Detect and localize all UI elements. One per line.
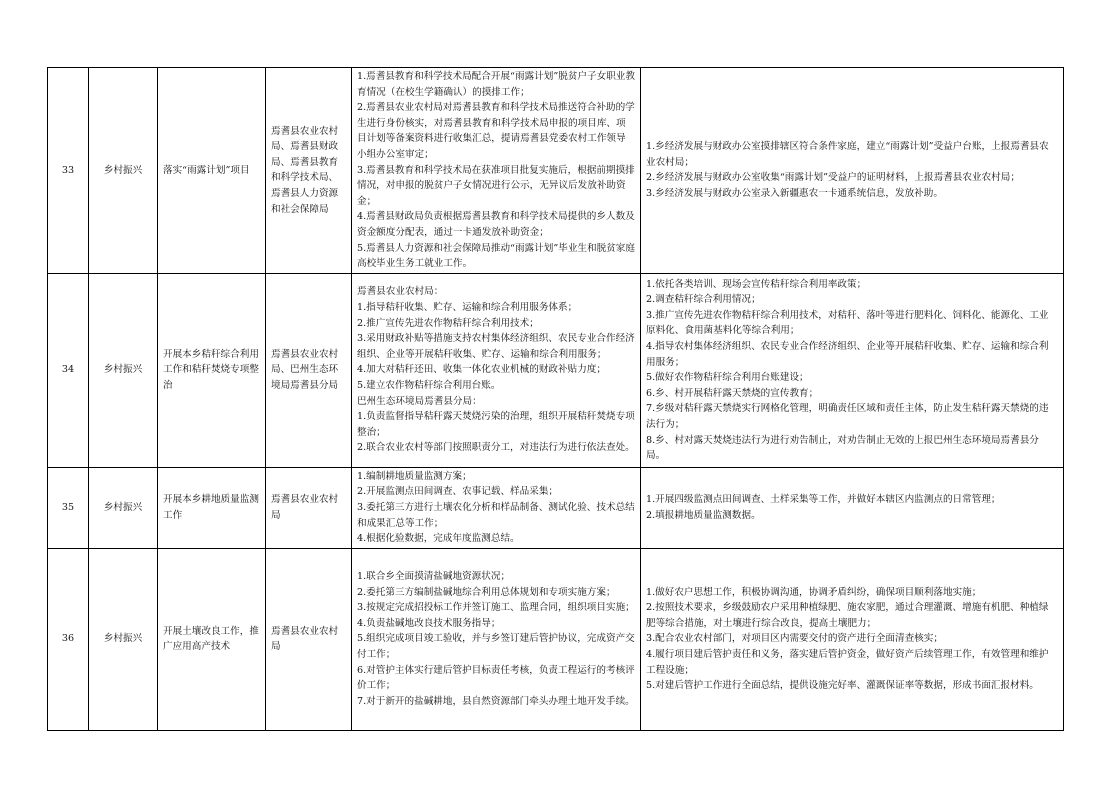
row-task: 开展本乡耕地质量监测工作 — [158, 467, 266, 548]
duty-item: 5.焉耆县人力资源和社会保障局推动“雨露计划”毕业生和脱贫家庭高校毕业生务工就业工作。 — [357, 242, 635, 270]
duty-item: 2.按照技术要求，乡级鼓励农户采用种植绿肥、施农家肥，通过合理灌溉、增施有机肥、种植绿肥等综合措施，对土壤进行综合改良，提高土壤肥力； — [646, 602, 1049, 629]
duty-item: 6.乡、村开展秸秆露天禁烧的宣传教育； — [646, 387, 819, 399]
duty-item: 4.负责盐碱地改良技术服务指导； — [357, 617, 501, 629]
duty-item: 5.对建后管护工作进行全面总结，提供设施完好率、灌溉保证率等数据，形成书面汇报材料。 — [646, 680, 1039, 692]
duty-item: 巴州生态环境局焉耆县分局： — [357, 395, 482, 407]
row-category: 乡村振兴 — [89, 273, 158, 467]
county-duties — [352, 273, 641, 467]
duty-item: 7.对于新开的盐碱耕地，县自然资源部门牵头办理土地开发手续。 — [357, 695, 635, 707]
row-department: 焉耆县农业农村局 — [266, 548, 352, 730]
row-task: 落实“雨露计划”项目 — [158, 68, 266, 274]
duty-item: 3.焉耆县教育和科学技术局在获准项目批复实施后，根据前期摸排情况，对申报的脱贫户子女情况进行公示，无异议后发放补助资金； — [357, 164, 635, 207]
duty-item: 2.焉耆县农业农村局对焉耆县教育和科学技术局推送符合补助的学生进行身份核实，对焉耆县教育和科学技术局申报的项目库、项目计划等备案资料进行收集汇总，提请焉耆县党委农村工作领导小组办公室审定； — [357, 102, 635, 160]
duty-item: 2.填报耕地质量监测数据。 — [646, 509, 761, 521]
county-duties — [352, 467, 641, 548]
table-row — [48, 68, 1064, 274]
duty-item: 3.推广宣传先进农作物秸秆综合利用技术，对秸秆、落叶等进行肥料化、饲料化、能源化、工业原料化、食用菌基料化等综合利用； — [646, 309, 1049, 337]
duty-item: 3.按规定完成招投标工作并签订施工、监理合同，组织项目实施； — [357, 602, 635, 614]
row-category: 乡村振兴 — [89, 548, 158, 730]
row-task: 开展土壤改良工作，推广应用高产技术 — [158, 548, 266, 730]
duty-item: 7.乡级对秸秆露天禁烧实行网格化管理，明确责任区域和责任主体，防止发生秸秆露天禁烧的违法行为； — [646, 403, 1049, 430]
row-number: 34 — [48, 273, 89, 467]
duty-item: 2.开展监测点田间调查、农事记载、样品采集； — [357, 486, 559, 498]
row-department: 焉耆县农业农村局 — [266, 467, 352, 548]
duty-item: 6.对管护主体实行建后管护目标责任考核，负责工程运行的考核评价工作； — [357, 664, 635, 692]
responsibility-table — [47, 67, 1064, 731]
duty-item: 1.编制耕地质量监测方案； — [357, 470, 472, 482]
duty-item: 2.调查秸秆综合利用情况； — [646, 294, 761, 306]
duty-item: 2.推广宣传先进农作物秸秆综合利用技术； — [357, 317, 539, 329]
duty-item: 3.配合农业农村部门，对项目区内需要交付的资产进行全面清查核实； — [646, 633, 943, 645]
duty-item: 3.乡经济发展与财政办公室录入新疆惠农一卡通系统信息，发放补助。 — [646, 187, 943, 199]
row-category: 乡村振兴 — [89, 467, 158, 548]
table-row — [48, 548, 1064, 730]
row-department: 焉耆县农业农村局、焉耆县财政局、焉耆县教育和科学技术局、焉耆县人力资源和社会保障局 — [266, 68, 352, 274]
duty-item: 1.做好农户思想工作，积极协调沟通，协调矛盾纠纷，确保项目顺利落地实施； — [646, 586, 982, 598]
township-duties — [641, 273, 1064, 467]
township-duties — [641, 68, 1064, 274]
duty-item: 3.委托第三方进行土壤农化分析和样品制备、测试化验、技术总结和成果汇总等工作； — [357, 501, 635, 529]
duty-item: 1.乡经济发展与财政办公室摸排辖区符合条件家庭，建立“雨露计划”受益户台账，上报焉耆县农业农村局； — [646, 141, 1049, 168]
row-category: 乡村振兴 — [89, 68, 158, 274]
duty-item: 4.加大对秸秆还田、收集一体化农业机械的财政补贴力度； — [357, 364, 606, 376]
duty-item: 4.指导农村集体经济组织、农民专业合作经济组织、企业等开展秸秆收集、贮存、运输和综合利用服务； — [646, 341, 1049, 368]
duty-item: 4.根据化验数据，完成年度监测总结。 — [357, 533, 520, 545]
duty-item: 5.做好农作物秸秆综合利用台账建设； — [646, 372, 809, 384]
county-duties — [352, 548, 641, 730]
row-task: 开展本乡秸秆综合利用工作和秸秆焚烧专项整治 — [158, 273, 266, 467]
township-duties — [641, 548, 1064, 730]
row-number: 35 — [48, 467, 89, 548]
duty-item: 2.乡经济发展与财政办公室收集“雨露计划”受益户的证明材料，上报焉耆县农业农村局； — [646, 172, 1020, 184]
duty-item: 3.采用财政补贴等措施支持农村集体经济组织、农民专业合作经济组织、企业等开展秸秆收集、贮存、运输和综合利用服务； — [357, 333, 635, 360]
duty-item: 5.组织完成项目竣工验收，并与乡签订建后管护协议，完成资产交付工作； — [357, 633, 635, 660]
duty-item: 2.联合农业农村等部门按照职责分工，对违法行为进行依法查处。 — [357, 442, 635, 454]
duty-item: 1.指导秸秆收集、贮存、运输和综合利用服务体系； — [357, 302, 578, 314]
row-number: 36 — [48, 548, 89, 730]
duty-item: 1.开展四级监测点田间调查、土样采集等工作，并做好本辖区内监测点的日常管理； — [646, 494, 1001, 506]
duty-item: 1.联合乡全面摸清盐碱地资源状况； — [357, 571, 511, 583]
duty-item: 1.负责监督指导秸秆露天焚烧污染的治理，组织开展秸秆焚烧专项整治； — [357, 411, 635, 438]
duty-item: 4.履行项目建后管护责任和义务，落实建后管护资金，做好资产后续管理工作，有效管理和维护工程设施； — [646, 648, 1049, 676]
row-number: 33 — [48, 68, 89, 274]
duty-item: 4.焉耆县财政局负责根据焉耆县教育和科学技术局提供的乡人数及资金额度分配表，通过一卡通发放补助资金； — [357, 211, 635, 238]
row-department: 焉耆县农业农村局、巴州生态环境局焉耆县分局 — [266, 273, 352, 467]
duty-item: 1.焉耆县教育和科学技术局配合开展“雨露计划”脱贫户子女职业教育情况（在校生学籍确认）的摸排工作； — [357, 71, 635, 98]
table-row — [48, 467, 1064, 548]
county-duties — [352, 68, 641, 274]
duty-item: 2.委托第三方编制盐碱地综合利用总体规划和专项实施方案； — [357, 586, 616, 598]
duty-item: 5.建立农作物秸秆综合利用台账。 — [357, 380, 501, 392]
township-duties — [641, 467, 1064, 548]
duty-item: 8.乡、村对露天焚烧违法行为进行劝告制止，对劝告制止无效的上报巴州生态环境局焉耆县分局。 — [646, 434, 1039, 462]
duty-item: 1.依托各类培训、现场会宣传秸秆综合利用率政策； — [646, 278, 867, 290]
duty-item: 焉耆县农业农村局： — [357, 286, 444, 298]
table-row — [48, 273, 1064, 467]
